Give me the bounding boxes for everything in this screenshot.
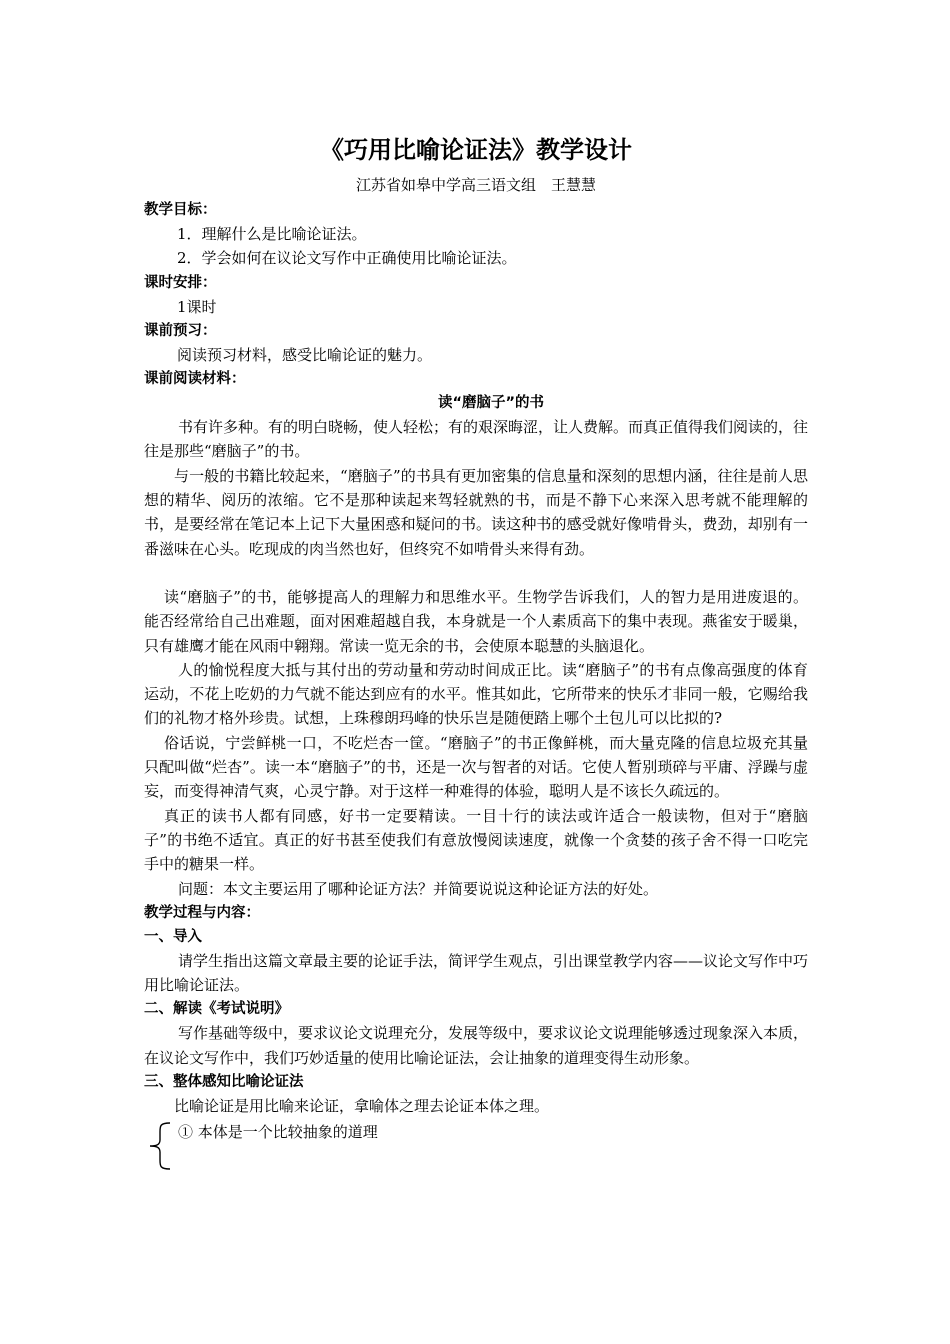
reading-paragraph: 书有许多种。有的明白晓畅，使人轻松；有的艰深晦涩，让人费解。而真正值得我们阅读的，往往是那些“磨脑子”的书。	[144, 418, 809, 461]
reading-title: 读“磨脑子”的书	[437, 395, 545, 412]
section-heading: 一、导入	[144, 928, 202, 945]
reading-paragraph: 俗话说，宁尝鲜桃一口，不吃烂杏一筐。“磨脑子”的书正像鲜桃，而大量克隆的信息垃圾充其量只配叫做“烂杏”。读一本“磨脑子”的书，还是一次与智者的对话。它使人暂别琐碎与平庸、浮躁与虚妄，而变得神清气爽，心灵宁静。对于这样一种难得的体验，聪明人是不该长久疏远的。	[144, 733, 808, 801]
paragraph-gap	[144, 561, 808, 585]
preview-value: 阅读预习材料，感受比喻论证的魅力。	[177, 345, 433, 364]
reading-paragraph: 人的愉悦程度大抵与其付出的劳动量和劳动时间成正比。读“磨脑子”的书有点像高强度的体育运动，不花上吃奶的力气就不能达到应有的水平。惟其如此，它所带来的快乐才非同一般，它赐给我们的礼物才格外珍贵。试想，上珠穆朗玛峰的快乐岂是随便踏上哪个土包儿可以比拟的?	[144, 660, 808, 728]
schedule-value: 1课时	[177, 297, 217, 316]
brace-icon	[144, 1120, 174, 1172]
brace-point: ① 本体是一个比较抽象的道理	[178, 1123, 378, 1142]
goals-label: 教学目标：	[144, 202, 217, 218]
reading-paragraph: 与一般的书籍比较起来，“磨脑子”的书具有更加密集的信息量和深刻的思想内涵，往往是前人思想的精华、阅历的浓缩。它不是那种读起来驾轻就熟的书，而是不静下心来深入思考就不能理解的书，是要经常在笔记本上记下大量困惑和疑问的书。读这种书的感受就好像啃骨头，费劲，却别有一番滋味在心头。吃现成的肉当然也好，但终究不如啃骨头来得有劲。	[144, 466, 808, 558]
reading-label: 课前阅读材料：	[144, 371, 246, 388]
goal-item: 2．学会如何在议论文写作中正确使用比喻论证法。	[177, 249, 517, 268]
section-text: 请学生指出这篇文章最主要的论证手法，简评学生观点，引出课堂教学内容——议论文写作中巧用比喻论证法。	[144, 951, 809, 995]
schedule-label: 课时安排：	[144, 274, 217, 291]
section-heading: 二、解读《考试说明》	[144, 1001, 289, 1018]
reading-paragraph: 读“磨脑子”的书，能够提高人的理解力和思维水平。生物学告诉我们，人的智力是用进废退的。能否经常给自己出难题，面对困难超越自我，本身就是一个人素质高下的集中表现。燕雀安于暖巢，只有雄鹰才能在风雨中翱翔。常读一览无余的书，会使原本聪慧的头脑退化。	[144, 587, 808, 655]
brace-list	[144, 1120, 808, 1172]
reading-paragraph: 真正的读书人都有同感，好书一定要精读。一目十行的读法或许适合一般读物，但对于“磨脑子”的书绝不适宜。真正的好书甚至使我们有意放慢阅读速度，就像一个贪婪的孩子舍不得一口吃完手中的糖果一样。	[144, 806, 808, 874]
process-label: 教学过程与内容：	[144, 904, 260, 921]
reading-question: 问题：本文主要运用了哪种论证方法？并简要说说这种论证方法的好处。	[178, 879, 659, 898]
section-text: 比喻论证是用比喻来论证，拿喻体之理去论证本体之理。	[174, 1097, 550, 1116]
section-text: 写作基础等级中，要求议论文说理充分，发展等级中，要求议论文说理能够透过现象深入本质，在议论文写作中，我们巧妙适量的使用比喻论证法，会让抽象的道理变得生动形象。	[144, 1024, 809, 1067]
document-page	[144, 132, 808, 1172]
document-title: 《巧用比喻论证法》教学设计	[320, 136, 632, 164]
section-heading: 三、整体感知比喻论证法	[144, 1074, 304, 1091]
document-author: 江苏省如皋中学高三语文组 王慧慧	[355, 176, 596, 194]
goal-item: 1．理解什么是比喻论证法。	[177, 225, 367, 243]
preview-label: 课前预习：	[144, 322, 217, 339]
